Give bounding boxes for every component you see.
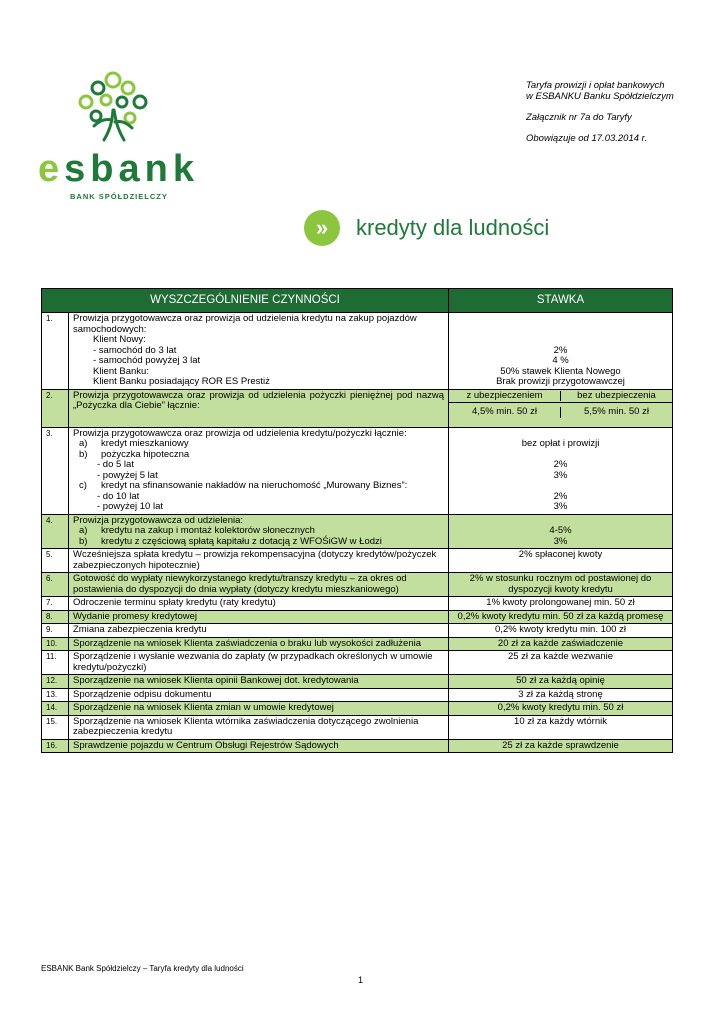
tariff-bank-name: w ESBANKU Banku Spółdzielczym bbox=[526, 91, 674, 102]
attachment-note: Załącznik nr 7a do Taryfy bbox=[526, 112, 632, 123]
tree-logo-icon bbox=[68, 70, 158, 145]
row-rate: 0,2% kwoty kredytu min. 100 zł bbox=[449, 624, 673, 638]
rate-value-with-insurance: 4,5% min. 50 zł bbox=[472, 406, 537, 417]
effective-date: Obowiązuje od 17.03.2014 r. bbox=[526, 133, 648, 144]
row-rate: 1% kwoty prolongowanej min. 50 zł bbox=[449, 597, 673, 611]
row-description: Sporządzenie na wniosek Klienta zmian w umowie kredytowej bbox=[69, 702, 449, 716]
row-description: Odroczenie terminu spłaty kredytu (raty kredytu) bbox=[69, 597, 449, 611]
row-number: 6. bbox=[42, 573, 69, 597]
double-chevron-right-icon: » bbox=[304, 210, 340, 246]
row-rate: 0,2% kwoty kredytu min. 50 zł za każdą promesę bbox=[449, 610, 673, 624]
rate-value-without-insurance: 5,5% min. 50 zł bbox=[560, 407, 672, 418]
row-description: Sporządzenie i wysłanie wezwania do zapłaty (w przypadkach określonych w umowie kredytu/pożyczki) bbox=[69, 651, 449, 675]
row-description: Sporządzenie na wniosek Klienta opinii Bankowej dot. kredytowania bbox=[69, 675, 449, 689]
row-description: Sporządzenie odpisu dokumentu bbox=[69, 688, 449, 702]
rate-subheader-without-insurance: bez ubezpieczenia bbox=[560, 391, 672, 402]
row-number: 9. bbox=[42, 624, 69, 638]
page-number: 1 bbox=[358, 975, 364, 985]
row-rate: 2% spłaconej kwoty bbox=[449, 549, 673, 573]
row-rate: 25 zł za każde sprawdzenie bbox=[449, 739, 673, 753]
table-row bbox=[42, 675, 673, 689]
row-text: Prowizja przygotowawcza oraz prowizja od udzielenia kredytu na zakup pojazdów samochodowych: bbox=[73, 313, 417, 335]
table-row bbox=[42, 549, 673, 573]
row-rate bbox=[449, 514, 673, 549]
row-item bbox=[73, 537, 444, 548]
row-description: Wcześniejsza spłata kredytu – prowizja rekompensacyjna (dotyczy kredytów/pożyczek zabezpieczonych hipotecznie) bbox=[69, 549, 449, 573]
row-item bbox=[73, 439, 444, 450]
row-description: Gotowość do wypłaty niewykorzystanego kredytu/transzy kredytu – za okres od postawienia do dyspozycji do dnia wypłaty (dotyczy kredytu mieszkaniowego) bbox=[69, 573, 449, 597]
section-heading bbox=[304, 210, 549, 246]
row-rate: 2% w stosunku rocznym od postawionej do dyspozycji kwoty kredytu bbox=[449, 573, 673, 597]
rate-text: 3% bbox=[553, 535, 568, 547]
row-rate bbox=[449, 389, 673, 427]
table-row bbox=[42, 702, 673, 716]
item-text: pożyczka hipoteczna bbox=[101, 448, 190, 460]
esbank-logo bbox=[38, 70, 199, 201]
table-row bbox=[42, 389, 673, 427]
item-text: kredyt na sfinansowanie nakładów na nieruchomość „Murowany Biznes”: bbox=[101, 480, 408, 491]
document-header-info bbox=[526, 80, 674, 144]
row-number: 12. bbox=[42, 675, 69, 689]
logo-wordmark: esbank bbox=[38, 148, 199, 190]
row-number: 10. bbox=[42, 637, 69, 651]
row-number: 5. bbox=[42, 549, 69, 573]
rate-values bbox=[449, 403, 672, 427]
tariff-table bbox=[41, 288, 673, 753]
row-rate: 25 zł za każde wezwanie bbox=[449, 651, 673, 675]
rate-text: 4-5% bbox=[549, 525, 572, 536]
row-number: 11. bbox=[42, 651, 69, 675]
row-rate: 3 zł za każdą stronę bbox=[449, 688, 673, 702]
rate-text: bez opłat i prowizji bbox=[521, 438, 600, 449]
table-row bbox=[42, 651, 673, 675]
rate-text: 2% bbox=[553, 459, 568, 470]
table-row bbox=[42, 573, 673, 597]
column-header-description: WYSZCZEGÓLNIENIE CZYNNOŚCI bbox=[42, 289, 449, 313]
table-row bbox=[42, 427, 673, 514]
table-row bbox=[42, 610, 673, 624]
section-title: kredyty dla ludności bbox=[356, 215, 550, 240]
column-header-rate: STAWKA bbox=[449, 289, 673, 313]
row-rate: 0,2% kwoty kredytu min. 50 zł bbox=[449, 702, 673, 716]
row-description: Zmiana zabezpieczenia kredytu bbox=[69, 624, 449, 638]
row-number: 15. bbox=[42, 715, 69, 739]
row-text: Klient Nowy: bbox=[93, 334, 146, 345]
item-letter: c) bbox=[79, 480, 87, 491]
row-description: Prowizja przygotowawcza oraz prowizja od udzielenia pożyczki pieniężnej pod nazwą „Pożyczka dla Ciebie” łącznie: bbox=[69, 389, 449, 427]
row-text: Prowizja przygotowawcza oraz prowizja od udzielenia kredytu/pożyczki łącznie: bbox=[73, 427, 407, 439]
row-text: Prowizja przygotowawcza od udzielenia: bbox=[73, 514, 244, 526]
row-rate: 50 zł za każdą opinię bbox=[449, 675, 673, 689]
row-text: - powyżej 10 lat bbox=[97, 501, 164, 512]
row-description bbox=[69, 313, 449, 390]
rate-subheaders bbox=[449, 390, 672, 404]
row-description bbox=[69, 427, 449, 514]
row-text: - samochód do 3 lat bbox=[93, 344, 177, 356]
row-description bbox=[69, 514, 449, 549]
row-item bbox=[73, 526, 444, 537]
row-description: Wydanie promesy kredytowej bbox=[69, 610, 449, 624]
row-number: 14. bbox=[42, 702, 69, 716]
rate-text: 3% bbox=[553, 469, 568, 481]
item-letter: a) bbox=[79, 525, 88, 536]
item-letter: b) bbox=[79, 448, 88, 460]
row-number: 2. bbox=[42, 389, 69, 427]
row-number: 13. bbox=[42, 688, 69, 702]
item-text: kredytu na zakup i montaż kolektorów słonecznych bbox=[101, 525, 315, 536]
table-row bbox=[42, 739, 673, 753]
tariff-title: Taryfa prowizji i opłat bankowych bbox=[526, 80, 665, 91]
row-rate bbox=[449, 313, 673, 390]
rate-text: 50% stawek Klienta Nowego bbox=[500, 365, 621, 377]
table-row bbox=[42, 597, 673, 611]
rate-text: 2% bbox=[553, 490, 568, 502]
table-row bbox=[42, 688, 673, 702]
logo-subtitle: BANK SPÓŁDZIELCZY bbox=[70, 192, 168, 201]
row-item bbox=[73, 481, 444, 492]
rate-text: 3% bbox=[553, 501, 568, 512]
row-text: Klient Banku: bbox=[93, 365, 149, 377]
rate-text: 2% bbox=[553, 344, 568, 356]
item-text: kredyt mieszkaniowy bbox=[101, 438, 189, 449]
row-number: 1. bbox=[42, 313, 69, 390]
row-description: Sporządzenie na wniosek Klienta wtórnika zaświadczenia dotyczącego zwolnienia zabezpieczenia kredytu bbox=[69, 715, 449, 739]
table-row bbox=[42, 514, 673, 549]
row-text: Klient Banku posiadający ROR ES Prestiż bbox=[93, 376, 270, 387]
table-row bbox=[42, 624, 673, 638]
row-text: - samochód powyżej 3 lat bbox=[93, 355, 201, 366]
table-header bbox=[42, 289, 673, 313]
row-text: - do 10 lat bbox=[97, 490, 140, 502]
item-letter: b) bbox=[79, 535, 88, 547]
row-rate: 20 zł za każde zaświadczenie bbox=[449, 637, 673, 651]
rate-text: 4 % bbox=[552, 355, 569, 366]
row-description: Sporządzenie na wniosek Klienta zaświadczenia o braku lub wysokości zadłużenia bbox=[69, 637, 449, 651]
table-row bbox=[42, 715, 673, 739]
rate-text: Brak prowizji przygotowawczej bbox=[496, 376, 625, 387]
row-number: 8. bbox=[42, 610, 69, 624]
row-number: 16. bbox=[42, 739, 69, 753]
row-text: - powyżej 5 lat bbox=[97, 469, 158, 481]
row-rate: 10 zł za każdy wtórnik bbox=[449, 715, 673, 739]
page-footer: ESBANK Bank Spółdzielczy – Taryfa kredyty dla ludności bbox=[41, 964, 244, 973]
row-number: 3. bbox=[42, 427, 69, 514]
row-description: Sprawdzenie pojazdu w Centrum Obsługi Rejestrów Sądowych bbox=[69, 739, 449, 753]
table-row bbox=[42, 313, 673, 390]
table-row bbox=[42, 637, 673, 651]
item-text: kredytu z częściową spłatą kapitału z dotacją z WFOŚiGW w Łodzi bbox=[101, 535, 382, 547]
row-text: - do 5 lat bbox=[97, 459, 134, 470]
row-number: 4. bbox=[42, 514, 69, 549]
item-letter: a) bbox=[79, 438, 88, 449]
row-number: 7. bbox=[42, 597, 69, 611]
row-rate bbox=[449, 427, 673, 514]
rate-subheader-with-insurance: z ubezpieczeniem bbox=[466, 389, 543, 401]
